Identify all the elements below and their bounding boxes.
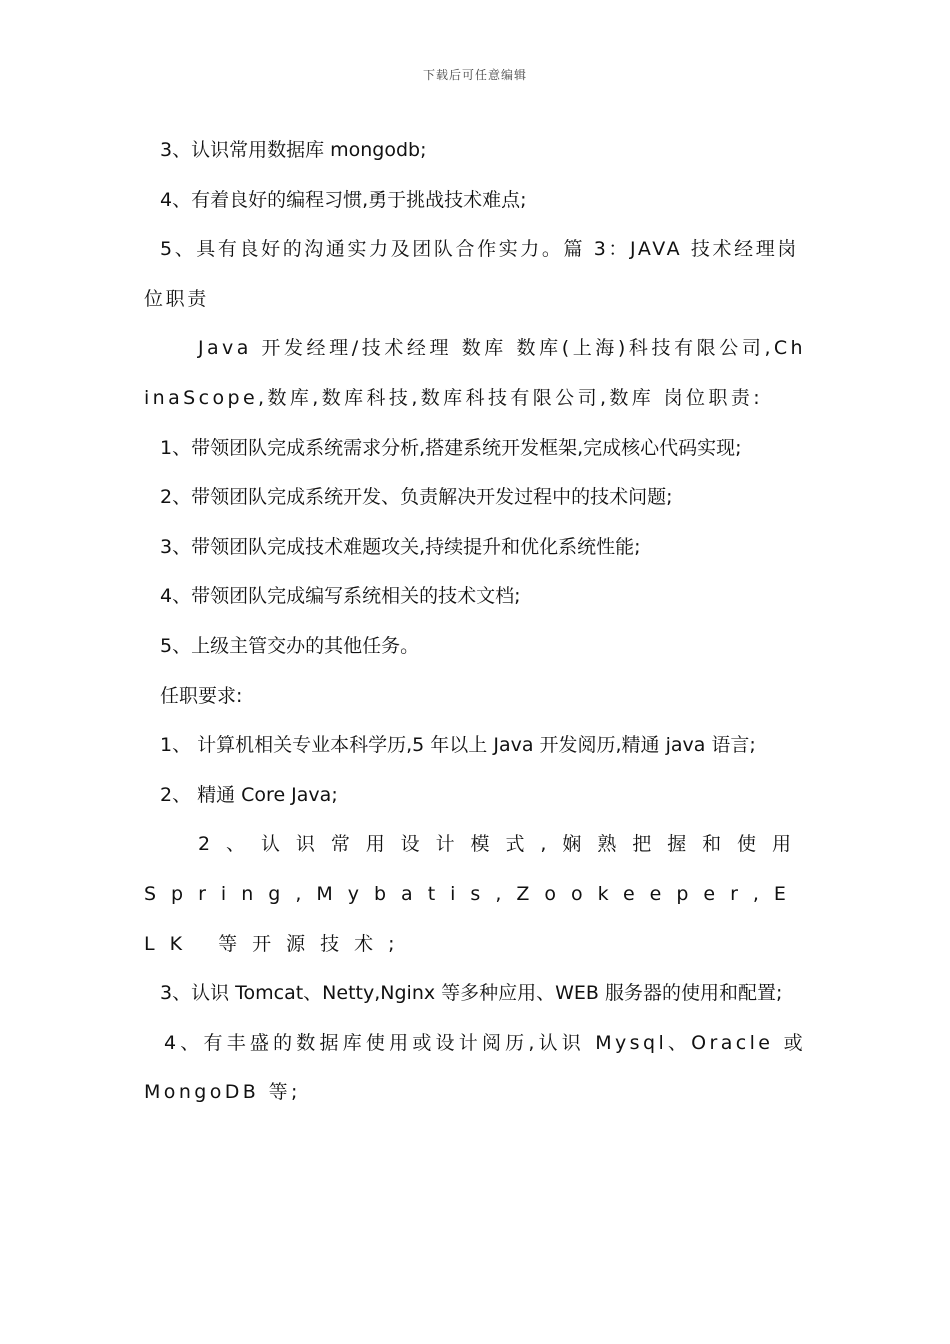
paragraph-requirements-heading: 任职要求: bbox=[160, 684, 243, 707]
paragraph-qual-4: 4、有丰盛的数据库使用或设计阅历,认识 Mysql、Oracle 或 MongoDB 等; bbox=[144, 1031, 806, 1104]
paragraph-duty-5: 5、上级主管交办的其他任务。 bbox=[160, 634, 420, 657]
paragraph-qual-2: 2、 精通 Core Java; bbox=[160, 783, 338, 806]
paragraph-req-4: 4、有着良好的编程习惯,勇于挑战技术难点; bbox=[160, 188, 527, 211]
document-body bbox=[144, 126, 806, 1118]
paragraph-duty-3: 3、带领团队完成技术难题攻关,持续提升和优化系统性能; bbox=[160, 535, 641, 558]
paragraph-duty-4: 4、带领团队完成编写系统相关的技术文档; bbox=[160, 585, 521, 608]
paragraph-qual-1: 1、 计算机相关专业本科学历,5 年以上 Java 开发阅历,精通 java 语言; bbox=[160, 734, 756, 757]
page-header: 下载后可任意编辑 bbox=[422, 68, 527, 82]
paragraph-qual-3: 3、认识 Tomcat、Netty,Nginx 等多种应用、WEB 服务器的使用和配置; bbox=[160, 982, 783, 1005]
paragraph-job-intro: Java 开发经理/技术经理 数库 数库(上海)科技有限公司,ChinaScope,数库,数库科技,数库科技有限公司,数库 岗位职责: bbox=[144, 337, 806, 409]
paragraph-qual-2b: 2、认识常用设计模式,娴熟把握和使用 Spring,Mybatis,Zookeeper,ELK 等开源技术; bbox=[144, 833, 806, 955]
paragraph-req-3: 3、认识常用数据库 mongodb; bbox=[160, 139, 427, 161]
paragraph-req-5-section-title: 5、具有良好的沟通实力及团队合作实力。篇 3：JAVA 技术经理岗位职责 bbox=[144, 238, 799, 310]
paragraph-duty-1: 1、带领团队完成系统需求分析,搭建系统开发框架,完成核心代码实现; bbox=[160, 436, 742, 459]
paragraph-duty-2: 2、带领团队完成系统开发、负责解决开发过程中的技术问题; bbox=[160, 486, 673, 509]
